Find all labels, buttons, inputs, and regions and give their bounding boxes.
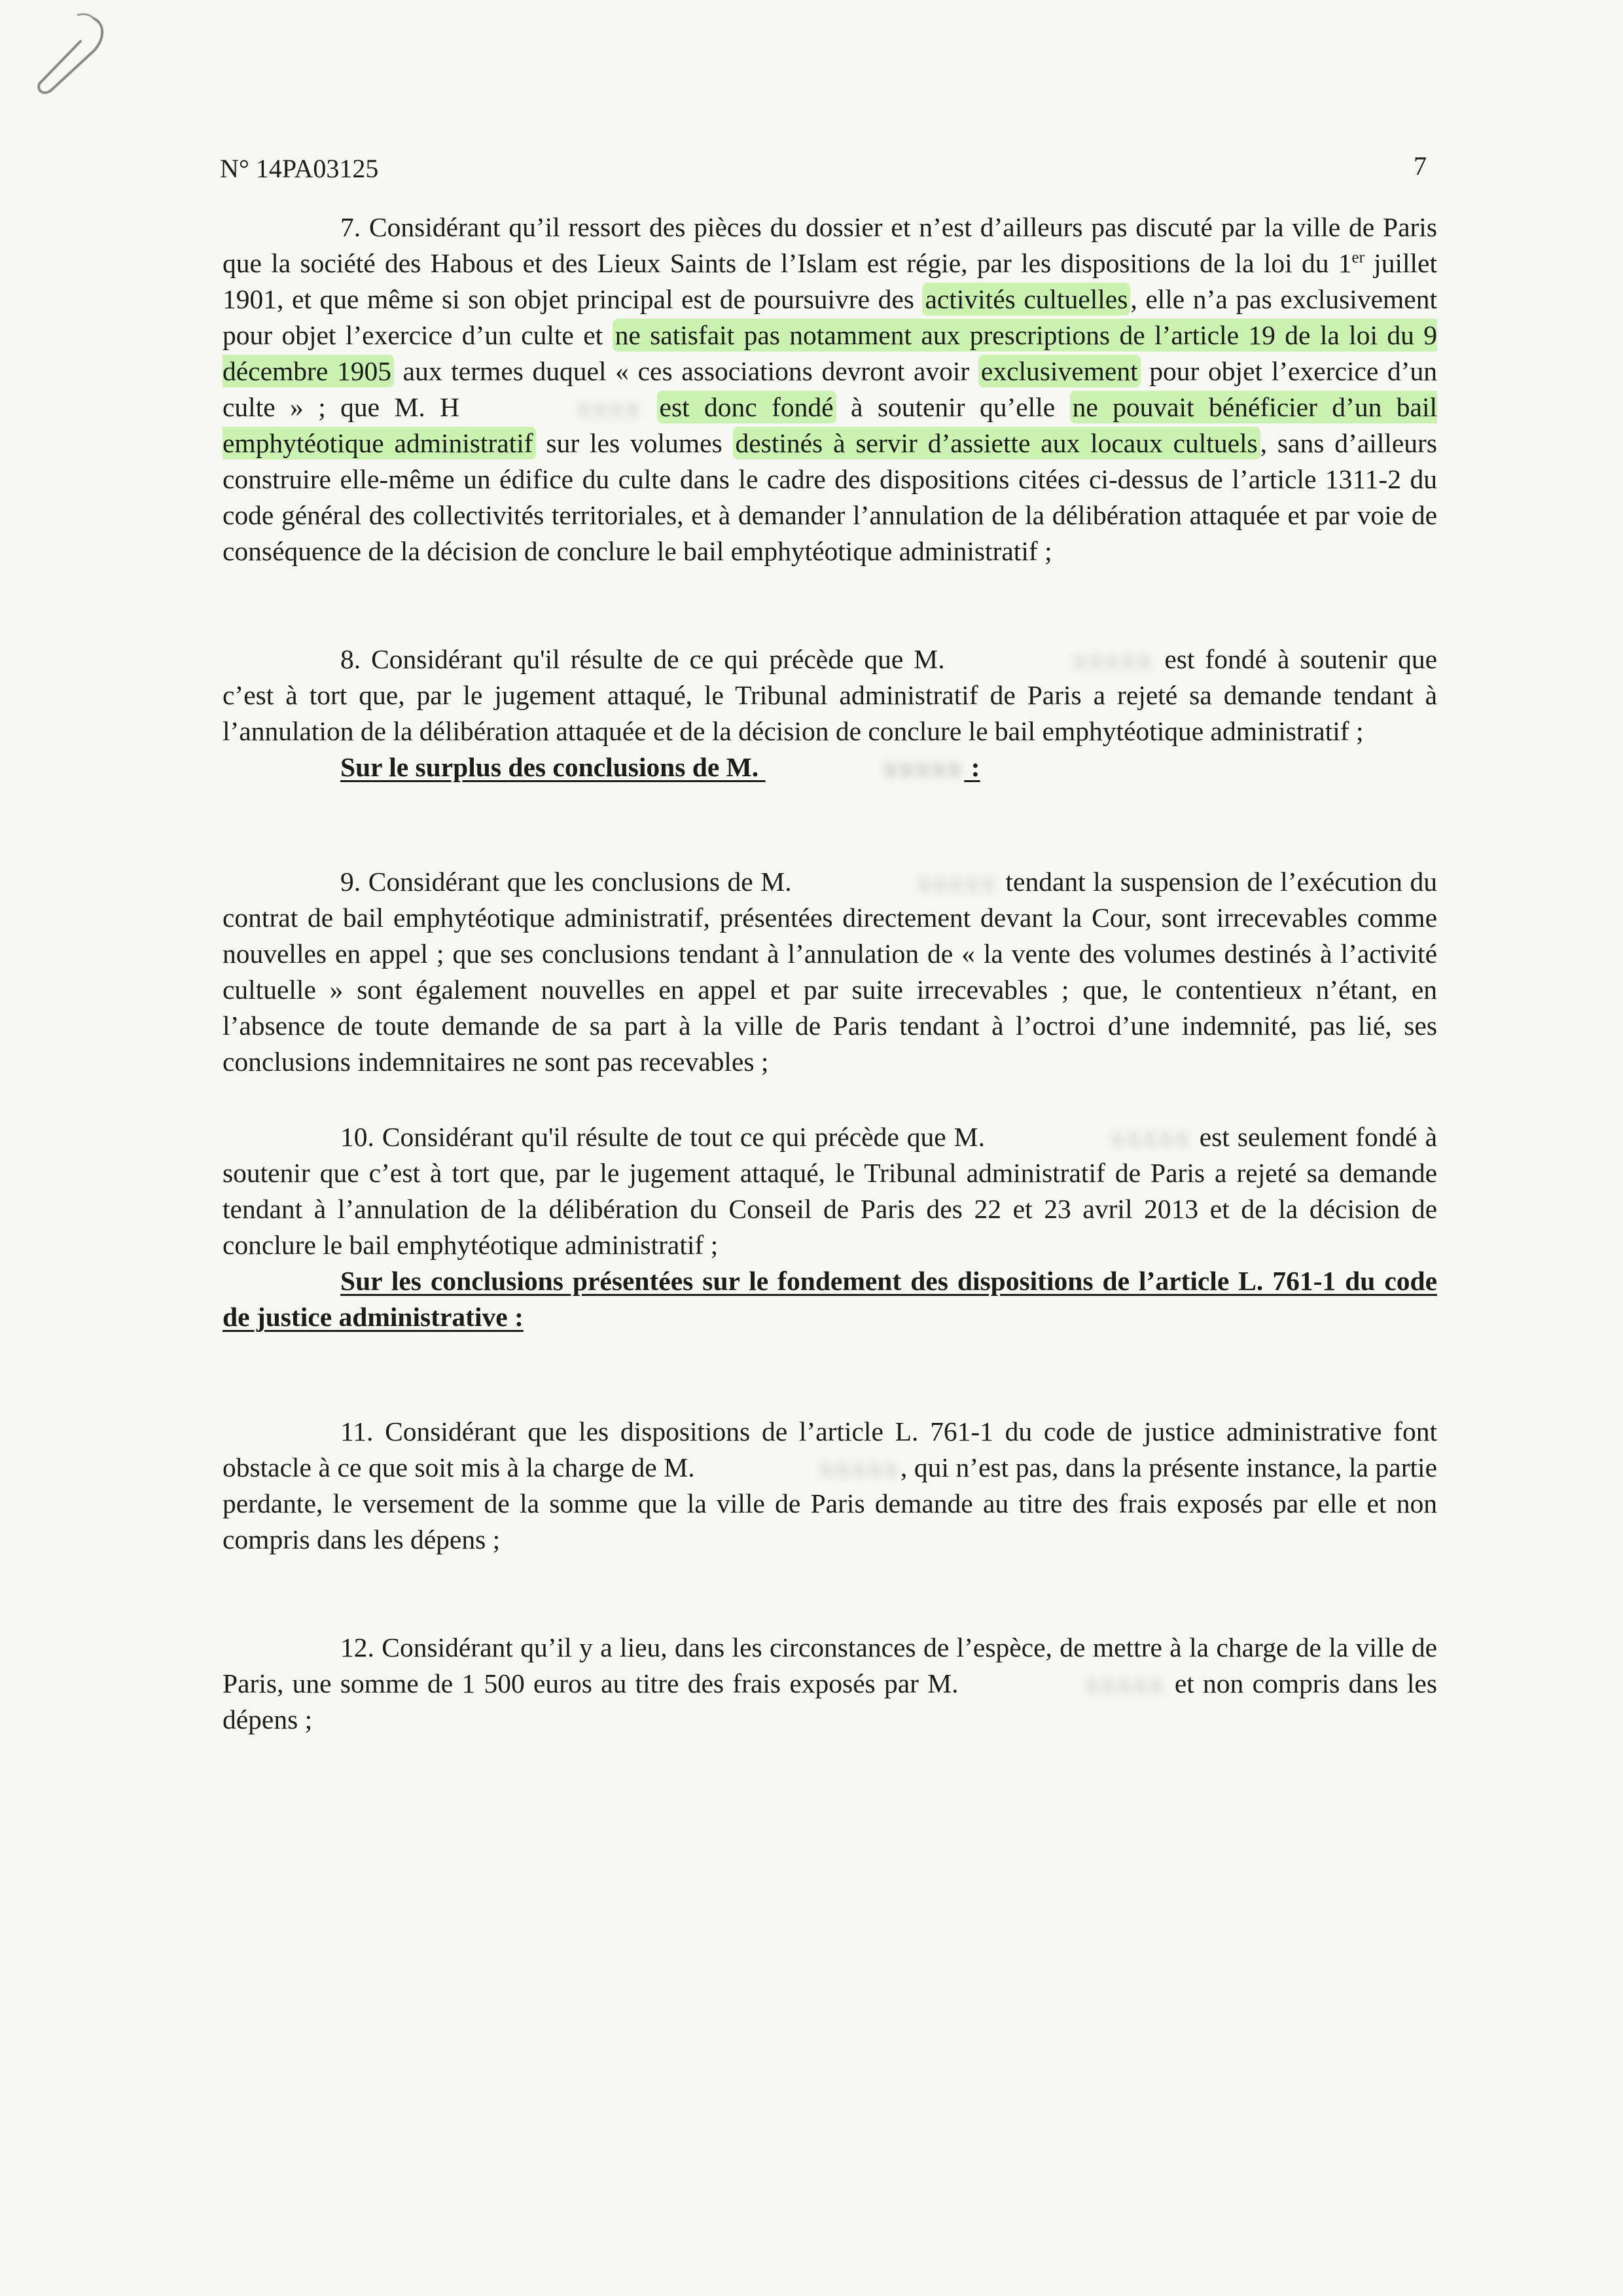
redacted-name: xxxxx [917,867,998,897]
superscript: er [1351,249,1364,267]
paragraph-7 [223,209,1437,569]
text-segment: , qui n’est pas, dans la présente instance, la partie perdante, le versement de la somme que la ville de Paris demande au titre des frais exposés par elle et non compris dans les dépens ; [223,1452,1438,1554]
paragraph-11 [223,1414,1437,1558]
redacted-name: xxxxx [819,1452,901,1482]
text-segment: 11. Considérant que les dispositions de l’article L. 761-1 du code de justice administrative font obstacle à ce que soit mis à la charge de M. [223,1416,1437,1482]
text-segment: aux termes duquel « ces associations devront avoir [393,356,978,386]
text-segment: , elle n’a pas exclusivement pour objet l’exercice d’un culte et [223,284,1437,350]
highlight: destinés à servir d’assiette aux locaux cultuels [733,427,1260,459]
text-segment: et non compris dans les dépens ; [223,1668,1438,1734]
text-segment: 8. Considérant qu'il résulte de ce qui précède que M. [340,644,945,674]
text-segment: 12. Considérant qu’il y a lieu, dans les circonstances de l’espèce, de mettre à la charge de la ville de Paris, une somme de 1 500 euros au titre des frais exposés par M. [223,1632,1437,1698]
redacted-name: xxxxx [1084,1668,1166,1698]
highlight: est donc fondé [657,391,836,423]
page-number: 7 [1414,151,1427,181]
redacted-name: xxxxx [1110,1122,1192,1152]
section-heading-article-l761: Sur les conclusions présentées sur le fondement des dispositions de l’article L. 761-1 du code de justice administrative : [223,1266,1437,1332]
text-segment: Sur le surplus des conclusions de M. [340,752,759,782]
paragraph-8 [223,641,1437,749]
paperclip-icon [31,12,110,97]
paragraph-10 [223,1119,1437,1263]
highlight: ne satisfait pas notamment aux prescriptions de l’article 19 de la loi du 9 décembre 1905 [223,320,1437,386]
highlight: exclusivement [978,355,1141,387]
paragraph-9 [223,864,1437,1080]
paragraph-12 [223,1630,1437,1738]
redacted-name: xxxxx [883,752,965,782]
text-segment: à soutenir qu’elle [836,392,1070,422]
text-segment: sur les volumes [535,428,733,458]
section-heading-surplus [223,749,1437,785]
text-segment: est seulement fondé à soutenir que c’est à tort que, par le jugement attaqué, le Tribunal administratif de Paris a rejeté sa demande tendant à l’annulation de la délibération du Conseil de Paris des 22 et 23 avril 2013 et de la décision de conclure le bail emphytéotique administratif ; [223,1122,1438,1260]
case-number: N° 14PA03125 [220,154,379,183]
text-segment: , sans d’ailleurs construire elle-même un édifice du culte dans le cadre des dispositions citées ci-dessus de l’article 1311-2 du code général des collectivités territoriales, et à demander l’annulation de la délibération attaquée et par voie de conséquence de la décision de conclure le bail emphytéotique administratif ; [223,428,1437,566]
redacted-name: xxxx [577,392,643,422]
text-segment: : [964,752,980,782]
text-segment: 10. Considérant qu'il résulte de tout ce qui précède que M. [340,1122,985,1152]
text-segment: pour objet l’exercice d’un culte » ; que M. H [223,356,1437,422]
highlight: activités cultuelles [922,283,1130,315]
text-segment: est fondé à soutenir que c’est à tort que, par le jugement attaqué, le Tribunal administratif de Paris a rejeté sa demande tendant à l’annulation de la délibération attaquée et de la décision de conclure le bail emphytéotique administratif ; [223,644,1437,746]
redacted-name: xxxxx [1073,644,1154,674]
text-segment: 7. Considérant qu’il ressort des pièces du dossier et n’est d’ailleurs pas discuté par la ville de Paris que la société des Habous et des Lieux Saints de l’Islam est régie, par les dispositions de la loi du 1 [223,212,1437,278]
text-segment: 9. Considérant que les conclusions de M. [340,867,792,897]
text-segment: juillet 1901, et que même si son objet principal est de poursuivre des [223,248,1437,314]
highlight: ne pouvait bénéficier d’un bail emphytéotique administratif [223,392,1438,458]
document-body [223,209,1437,1738]
text-segment: tendant la suspension de l’exécution du contrat de bail emphytéotique administratif, présentées directement devant la Cour, sont irrecevables comme nouvelles en appel ; que ses conclusions tendant à l’annulation de « la vente des volumes destinés à l’activité cultuelle » sont également nouvelles en appel et par suite irrecevables ; que, le contentieux n’étant, en l’absence de toute demande de sa part à la ville de Paris tendant à l’octroi d’une indemnité, pas lié, ses conclusions indemnitaires ne sont pas recevables ; [223,867,1438,1077]
